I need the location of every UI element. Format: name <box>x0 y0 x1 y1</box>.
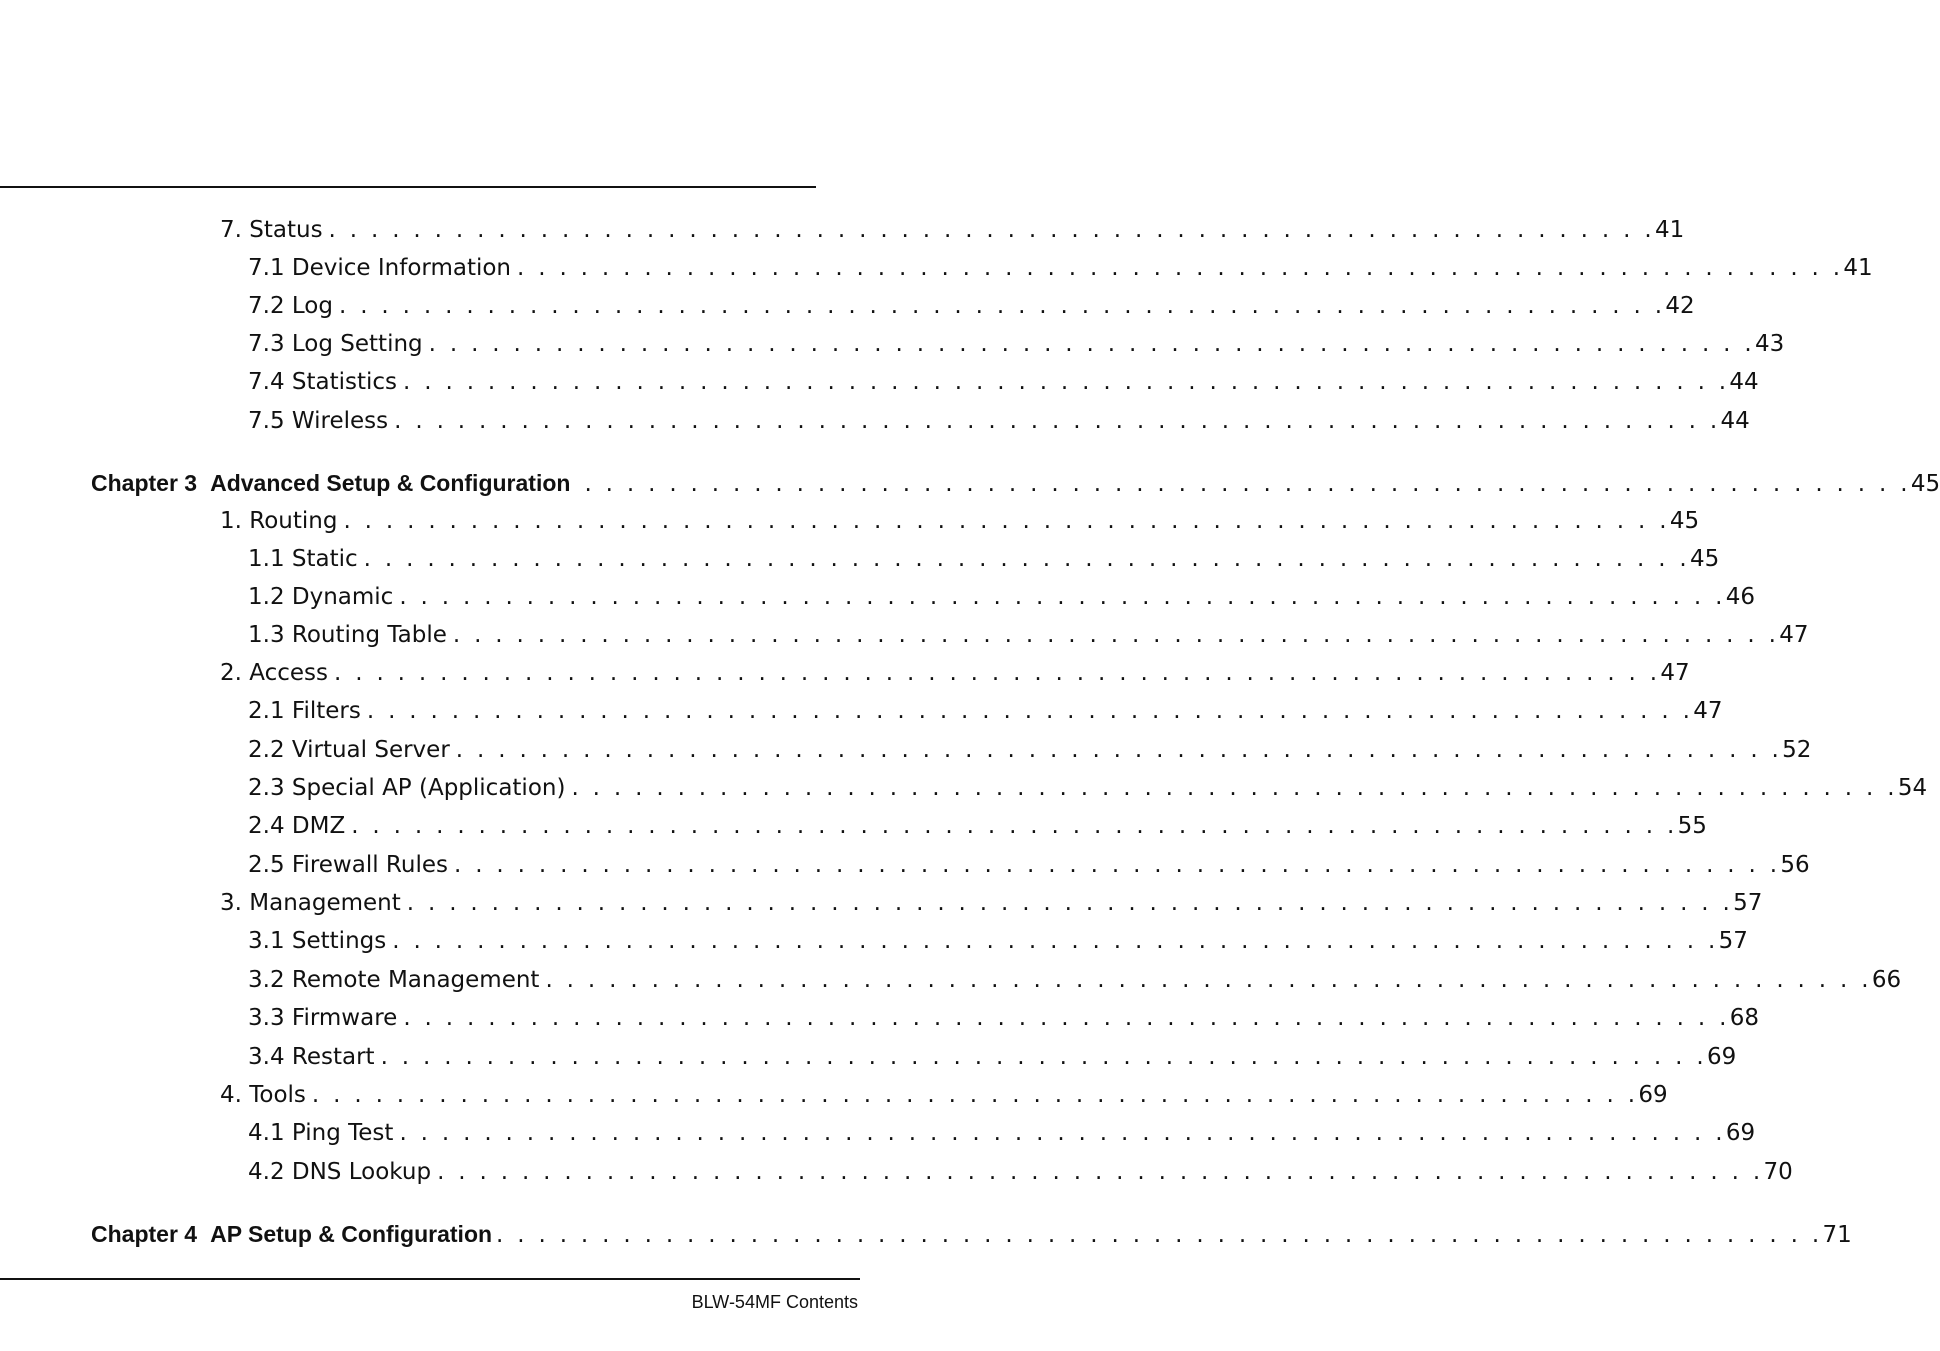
toc-entry-access[interactable] <box>220 659 1690 687</box>
toc-entry-label: 2.2 Virtual Server <box>248 737 450 763</box>
toc-page-number: 52 <box>1782 737 1812 763</box>
toc-entry-dmz[interactable] <box>248 812 1707 840</box>
toc-page-number: 71 <box>1822 1222 1852 1248</box>
toc-entry-virtual-server[interactable] <box>248 736 1812 764</box>
toc-entry-status[interactable] <box>220 216 1685 244</box>
toc-entry-label: 2.5 Firewall Rules <box>248 852 448 878</box>
toc-page-number: 44 <box>1720 408 1750 434</box>
dot-leader: . . . . . . . . . . . . . . . . . . . . . . . . . . . . . . . . . . . . . . . . . . . . . . . . . . . . . . . . . . . . . . . <box>403 369 1730 395</box>
toc-entry-label: 2. Access <box>220 660 328 686</box>
toc-entry-label: 7.3 Log Setting <box>248 331 423 357</box>
dot-leader: . . . . . . . . . . . . . . . . . . . . . . . . . . . . . . . . . . . . . . . . . . . . . . . . . . . . . . . . . . . . . . . <box>392 928 1719 954</box>
toc-page-number: 68 <box>1729 1005 1759 1031</box>
toc-entry-label: 7.2 Log <box>248 293 333 319</box>
toc-entry-label: 3.3 Firmware <box>248 1005 398 1031</box>
dot-leader: . . . . . . . . . . . . . . . . . . . . . . . . . . . . . . . . . . . . . . . . . . . . . . . . . . . . . . . . . . . . . . . <box>399 1120 1726 1146</box>
toc-entry-label: 7.5 Wireless <box>248 408 389 434</box>
toc-page-number: 66 <box>1871 967 1902 993</box>
toc-page-number: 45 <box>1669 508 1700 534</box>
chapter-title: Advanced Setup & Configuration <box>210 470 571 496</box>
toc-entry-dynamic[interactable] <box>248 583 1755 611</box>
chapter-number: Chapter 4 <box>91 1221 198 1247</box>
toc-page-number: 42 <box>1665 293 1695 319</box>
toc-entry-special-ap[interactable] <box>248 774 1928 802</box>
toc-chapter-3[interactable] <box>91 469 1940 497</box>
toc-entry-label: 1. Routing <box>220 508 338 534</box>
toc-entry-label: 3. Management <box>220 890 401 916</box>
toc-entry-settings[interactable] <box>248 927 1748 955</box>
dot-leader: . . . . . . . . . . . . . . . . . . . . . . . . . . . . . . . . . . . . . . . . . . . . . . . . . . . . . . . . . . . . . . . <box>545 967 1872 993</box>
toc-page-number: 69 <box>1706 1044 1737 1070</box>
toc-entry-remote-management[interactable] <box>248 966 1902 994</box>
footer-rule <box>0 1278 860 1280</box>
toc-entry-label: 3.2 Remote Management <box>248 967 540 993</box>
toc-entry-label: 2.4 DMZ <box>248 813 346 839</box>
dot-leader: . . . . . . . . . . . . . . . . . . . . . . . . . . . . . . . . . . . . . . . . . . . . . . . . . . . . . . . . . . . . . . . <box>455 737 1783 763</box>
toc-entry-log[interactable] <box>248 292 1695 320</box>
chapter-title: AP Setup & Configuration <box>210 1221 493 1247</box>
toc-entry-label: 1.2 Dynamic <box>248 584 394 610</box>
dot-leader: . . . . . . . . . . . . . . . . . . . . . . . . . . . . . . . . . . . . . . . . . . . . . . . . . . . . . . . . . . . . . . . <box>311 1082 1639 1108</box>
toc-entry-log-setting[interactable] <box>248 330 1785 358</box>
toc-page-number: 54 <box>1897 775 1928 801</box>
toc-entry-firewall-rules[interactable] <box>248 851 1810 879</box>
toc-page-number: 43 <box>1755 331 1785 357</box>
toc-entry-label: 7.1 Device Information <box>248 255 511 281</box>
dot-leader: . . . . . . . . . . . . . . . . . . . . . . . . . . . . . . . . . . . . . . . . . . . . . . . . . . . . . . . . . . . . . . . <box>334 660 1661 686</box>
dot-leader: . . . . . . . . . . . . . . . . . . . . . . . . . . . . . . . . . . . . . . . . . . . . . . . . . . . . . . . . . . . . . . . <box>363 546 1691 572</box>
toc-entry-label: 2.1 Filters <box>248 698 361 724</box>
toc-page-number: 45 <box>1690 546 1720 572</box>
toc-entry-routing[interactable] <box>220 507 1700 535</box>
toc-page-number: 41 <box>1654 217 1685 243</box>
dot-leader: . . . . . . . . . . . . . . . . . . . . . . . . . . . . . . . . . . . . . . . . . . . . . . . . . . . . . . . . . . . . . . . <box>403 1005 1730 1031</box>
toc-entry-dns-lookup[interactable] <box>248 1158 1793 1186</box>
toc-page-number: 55 <box>1677 813 1707 839</box>
dot-leader: . . . . . . . . . . . . . . . . . . . . . . . . . . . . . . . . . . . . . . . . . . . . . . . . . . . . . . . . . . . . . . . <box>366 698 1694 724</box>
toc-page-number: 44 <box>1729 369 1759 395</box>
toc-page-number: 57 <box>1733 890 1763 916</box>
toc-page-number: 47 <box>1660 660 1690 686</box>
dot-leader: . . . . . . . . . . . . . . . . . . . . . . . . . . . . . . . . . . . . . . . . . . . . . . . . . . . . . . . . . . . . . . . <box>406 890 1734 916</box>
toc-entry-label: 1.1 Static <box>248 546 358 572</box>
toc-entry-restart[interactable] <box>248 1043 1737 1071</box>
dot-leader: . . . . . . . . . . . . . . . . . . . . . . . . . . . . . . . . . . . . . . . . . . . . . . . . . . . . . . . . . . . . . . . <box>452 622 1780 648</box>
dot-leader: . . . . . . . . . . . . . . . . . . . . . . . . . . . . . . . . . . . . . . . . . . . . . . . . . . . . . . . . . . . . . . . <box>394 408 1721 434</box>
toc-entry-label: 2.3 Special AP (Application) <box>248 775 566 801</box>
dot-leader: . . . . . . . . . . . . . . . . . . . . . . . . . . . . . . . . . . . . . . . . . . . . . . . . . . . . . . . . . . . . . . . <box>399 584 1726 610</box>
toc-page-number: 56 <box>1780 852 1810 878</box>
toc-page-number: 70 <box>1763 1159 1793 1185</box>
dot-leader: . . . . . . . . . . . . . . . . . . . . . . . . . . . . . . . . . . . . . . . . . . . . . . . . . . . . . . . . . . . . . . . <box>496 1222 1823 1248</box>
toc-page-number: 69 <box>1725 1120 1756 1146</box>
dot-leader: . . . . . . . . . . . . . . . . . . . . . . . . . . . . . . . . . . . . . . . . . . . . . . . . . . . . . . . . . . . . . . . <box>343 508 1670 534</box>
toc-page-number: 47 <box>1779 622 1809 648</box>
toc-entry-label: 3.1 Settings <box>248 928 387 954</box>
toc-entry-static[interactable] <box>248 545 1720 573</box>
chapter-number: Chapter 3 <box>91 470 198 496</box>
toc-entry-firmware[interactable] <box>248 1004 1759 1032</box>
toc-entry-routing-table[interactable] <box>248 621 1809 649</box>
dot-leader: . . . . . . . . . . . . . . . . . . . . . . . . . . . . . . . . . . . . . . . . . . . . . . . . . . . . . . . . . . . . . . . <box>584 471 1911 497</box>
dot-leader: . . . . . . . . . . . . . . . . . . . . . . . . . . . . . . . . . . . . . . . . . . . . . . . . . . . . . . . . . . . . . . . <box>571 775 1898 801</box>
toc-chapter-4[interactable] <box>91 1220 1852 1248</box>
toc-entry-label: 7.4 Statistics <box>248 369 398 395</box>
dot-leader: . . . . . . . . . . . . . . . . . . . . . . . . . . . . . . . . . . . . . . . . . . . . . . . . . . . . . . . . . . . . . . . <box>437 1159 1764 1185</box>
toc-page-number: 46 <box>1725 584 1755 610</box>
dot-leader: . . . . . . . . . . . . . . . . . . . . . . . . . . . . . . . . . . . . . . . . . . . . . . . . . . . . . . . . . . . . . . . <box>517 255 1844 281</box>
toc-page-number: 41 <box>1843 255 1873 281</box>
toc-entry-label: 4.1 Ping Test <box>248 1120 394 1146</box>
dot-leader: . . . . . . . . . . . . . . . . . . . . . . . . . . . . . . . . . . . . . . . . . . . . . . . . . . . . . . . . . . . . . . . <box>453 852 1781 878</box>
toc-page-number: 57 <box>1718 928 1748 954</box>
toc-entry-label: 4.2 DNS Lookup <box>248 1159 432 1185</box>
dot-leader: . . . . . . . . . . . . . . . . . . . . . . . . . . . . . . . . . . . . . . . . . . . . . . . . . . . . . . . . . . . . . . . <box>328 217 1655 243</box>
toc-entry-ping-test[interactable] <box>248 1119 1756 1147</box>
toc-entry-tools[interactable] <box>220 1081 1668 1109</box>
toc-entry-management[interactable] <box>220 889 1763 917</box>
page-footer: BLW-54MF Contents <box>691 1292 858 1312</box>
toc-entry-statistics[interactable] <box>248 368 1759 396</box>
dot-leader: . . . . . . . . . . . . . . . . . . . . . . . . . . . . . . . . . . . . . . . . . . . . . . . . . . . . . . . . . . . . . . . <box>380 1044 1707 1070</box>
toc-entry-label: 3.4 Restart <box>248 1044 375 1070</box>
toc-entry-label: 7. Status <box>220 217 323 243</box>
dot-leader: . . . . . . . . . . . . . . . . . . . . . . . . . . . . . . . . . . . . . . . . . . . . . . . . . . . . . . . . . . . . . . . <box>428 331 1756 357</box>
toc-entry-label: 1.3 Routing Table <box>248 622 447 648</box>
toc-page-number: 47 <box>1693 698 1723 724</box>
toc-page-number: 69 <box>1638 1082 1668 1108</box>
dot-leader: . . . . . . . . . . . . . . . . . . . . . . . . . . . . . . . . . . . . . . . . . . . . . . . . . . . . . . . . . . . . . . . <box>351 813 1678 839</box>
toc-entry-filters[interactable] <box>248 697 1723 725</box>
toc-entry-device-information[interactable] <box>248 254 1873 282</box>
toc-entry-wireless[interactable] <box>248 407 1750 435</box>
dot-leader: . . . . . . . . . . . . . . . . . . . . . . . . . . . . . . . . . . . . . . . . . . . . . . . . . . . . . . . . . . . . . . . <box>338 293 1666 319</box>
toc-page-number: 45 <box>1910 471 1940 497</box>
toc-entry-label: 4. Tools <box>220 1082 306 1108</box>
